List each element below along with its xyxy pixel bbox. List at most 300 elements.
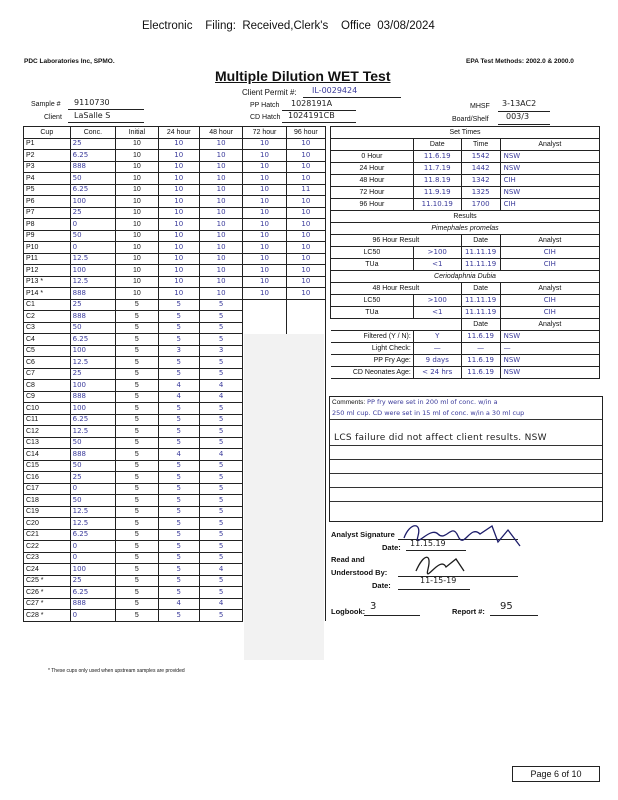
cup-initial: 5 [116,587,158,599]
table-row [24,161,326,173]
cup-conc: 50 [70,495,116,507]
page-number [512,766,600,782]
cup-48h: 4 [199,391,242,403]
cup-48h: 10 [199,242,242,254]
cd-hatch-value: 1024191CB [288,111,335,120]
check-analyst: NSW [500,331,599,343]
cup-id: C20 [24,518,71,530]
cd-species-title: Ceriodaphnia Dubia [331,271,600,283]
list-item [331,163,600,175]
cup-24h: 5 [158,322,199,334]
cup-72h: 10 [243,276,286,288]
cup-96h: 10 [286,288,325,300]
logbook-label: Logbook: [331,607,366,616]
cup-24h: 5 [158,587,199,599]
set-times-time-header: Time [461,139,500,151]
cup-conc: 6.25 [70,184,116,196]
cup-id: C17 [24,483,71,495]
cup-24h: 10 [158,138,199,150]
mhsf-label: MHSF [470,103,490,110]
check-value: < 24 hrs [413,367,461,379]
cup-24h: 5 [158,472,199,484]
cup-48h: 10 [199,150,242,162]
check-label: CD Neonates Age: [331,367,414,379]
read-date-label: Date: [372,581,391,590]
cup-48h: 10 [199,196,242,208]
check-analyst: NSW [500,355,599,367]
cup-id: C7 [24,368,71,380]
cup-initial: 5 [116,495,158,507]
cup-48h: 5 [199,506,242,518]
shaded-blank-area [244,334,324,660]
cd-result-metric: TUa [331,307,414,319]
cup-48h: 10 [199,276,242,288]
cup-id: C8 [24,380,71,392]
cup-id: C22 [24,541,71,553]
cup-72h: 10 [243,265,286,277]
cup-24h: 10 [158,184,199,196]
set-time-date: 11.7.19 [413,163,461,175]
set-time-analyst: NSW [500,187,599,199]
cup-24h: 10 [158,230,199,242]
cup-conc: 6.25 [70,529,116,541]
cup-conc: 12.5 [70,518,116,530]
cup-initial: 5 [116,403,158,415]
checks-analyst-header: Analyst [500,319,599,331]
cup-72h: 10 [243,161,286,173]
table-row [24,242,326,254]
set-time-time: 1325 [461,187,500,199]
set-time-date: 11.8.19 [413,175,461,187]
cup-conc: 0 [70,552,116,564]
cup-id: C6 [24,357,71,369]
cd-result-header: 48 Hour Result [331,283,462,295]
cup-header-0: Cup [24,127,71,139]
cup-id: C21 [24,529,71,541]
cup-conc: 25 [70,368,116,380]
cup-72h: 10 [243,196,286,208]
cup-initial: 10 [116,150,158,162]
pp-result-value: >100 [413,247,461,259]
cup-96h: 10 [286,253,325,265]
cup-initial: 5 [116,472,158,484]
cup-24h: 10 [158,219,199,231]
cup-id: C18 [24,495,71,507]
cup-72h: 10 [243,207,286,219]
cup-24h: 10 [158,207,199,219]
cup-24h: 10 [158,242,199,254]
read-label: Read and [331,555,365,564]
cup-id: P6 [24,196,71,208]
cup-conc: 0 [70,541,116,553]
client-value: LaSalle S [74,111,111,120]
board-shelf-label: Board/Shelf [452,116,489,123]
cup-48h: 5 [199,518,242,530]
set-time-label: 72 Hour [331,187,414,199]
cup-72h: 10 [243,173,286,185]
results-title: Results [331,211,600,223]
set-time-time: 1442 [461,163,500,175]
board-shelf-value: 003/3 [506,112,530,121]
cup-48h: 5 [199,587,242,599]
cup-conc: 6.25 [70,150,116,162]
cup-footnote: * These cups only used when upstream samples are provided [48,668,185,674]
cup-initial: 5 [116,610,158,622]
cup-24h: 5 [158,552,199,564]
cup-initial: 10 [116,173,158,185]
cup-24h: 5 [158,610,199,622]
cd-result-metric: LC50 [331,295,414,307]
check-date: — [461,343,500,355]
table-row [331,259,600,271]
cup-initial: 10 [116,184,158,196]
table-row [24,173,326,185]
cd-hatch-label: CD Hatch [250,114,281,121]
table-row [24,219,326,231]
cup-48h: 5 [199,311,242,323]
cup-48h: 5 [199,403,242,415]
pp-result-date: 11.11.19 [461,259,500,271]
cup-24h: 5 [158,311,199,323]
cup-conc: 0 [70,219,116,231]
cup-id: C26 * [24,587,71,599]
cup-conc: 0 [70,483,116,495]
cup-96h: 11 [286,184,325,196]
cup-96h: 10 [286,219,325,231]
cup-24h: 5 [158,575,199,587]
cup-24h: 4 [158,391,199,403]
table-row [24,276,326,288]
cup-id: C24 [24,564,71,576]
cup-initial: 5 [116,391,158,403]
cup-initial: 5 [116,414,158,426]
cup-96h: 10 [286,276,325,288]
client-permit-label: Client Permit #: [242,88,297,97]
cup-72h: 10 [243,138,286,150]
cup-conc: 888 [70,598,116,610]
cup-conc: 6.25 [70,587,116,599]
cup-conc: 6.25 [70,414,116,426]
cup-72h: 10 [243,184,286,196]
cup-header-5: 72 hour [243,127,286,139]
cup-initial: 10 [116,253,158,265]
cup-initial: 5 [116,380,158,392]
check-label: Light Check: [331,343,414,355]
understood-label: Understood By: [331,568,388,577]
cd-result-value: <1 [413,307,461,319]
table-row [331,295,600,307]
set-time-label: 96 Hour [331,199,414,211]
cup-conc: 100 [70,265,116,277]
checks-date-header: Date [461,319,500,331]
cup-id: P13 * [24,276,71,288]
cup-conc: 0 [70,610,116,622]
cup-96h [286,311,325,323]
cup-48h: 10 [199,184,242,196]
cup-48h: 5 [199,575,242,587]
table-row [24,253,326,265]
cup-24h: 5 [158,334,199,346]
cup-24h: 5 [158,460,199,472]
cup-conc: 888 [70,311,116,323]
cup-96h: 10 [286,161,325,173]
table-row [24,299,326,311]
cup-48h: 5 [199,357,242,369]
cup-id: C3 [24,322,71,334]
table-row [24,265,326,277]
epa-methods: EPA Test Methods: 2002.0 & 2000.0 [466,58,574,65]
cup-id: P1 [24,138,71,150]
cup-conc: 50 [70,173,116,185]
sample-label: Sample # [31,101,61,108]
cup-conc: 50 [70,322,116,334]
cd-result-analyst: CIH [500,307,599,319]
cup-id: P11 [24,253,71,265]
pp-hatch-label: PP Hatch [250,102,280,109]
cup-id: C11 [24,414,71,426]
cup-id: P14 * [24,288,71,300]
cup-id: C19 [24,506,71,518]
cup-id: C16 [24,472,71,484]
cup-conc: 100 [70,403,116,415]
pp-result-metric: LC50 [331,247,414,259]
cup-48h: 4 [199,380,242,392]
analyst-date-label: Date: [382,543,401,552]
cup-initial: 5 [116,368,158,380]
cup-48h: 5 [199,610,242,622]
cup-24h: 10 [158,161,199,173]
cup-conc: 25 [70,575,116,587]
cup-initial: 5 [116,483,158,495]
set-time-date: 11.6.19 [413,151,461,163]
cup-initial: 5 [116,449,158,461]
cup-conc: 100 [70,564,116,576]
cup-header-2: Initial [116,127,158,139]
read-date-value: 11-15-19 [420,576,457,585]
report-value: 95 [500,601,513,612]
cd-result-value: >100 [413,295,461,307]
cup-initial: 10 [116,161,158,173]
cup-conc: 25 [70,472,116,484]
pp-result-analyst: CIH [500,259,599,271]
cup-initial: 5 [116,541,158,553]
cup-24h: 10 [158,173,199,185]
cup-48h: 10 [199,230,242,242]
comments-label: Comments: [332,399,366,406]
cup-id: P7 [24,207,71,219]
cup-24h: 10 [158,265,199,277]
cup-initial: 5 [116,529,158,541]
cup-conc: 888 [70,449,116,461]
cup-id: P10 [24,242,71,254]
check-date: 11.6.19 [461,331,500,343]
cup-id: C15 [24,460,71,472]
set-time-time: 1700 [461,199,500,211]
cd-date-header: Date [461,283,500,295]
cup-72h: 10 [243,253,286,265]
cup-48h: 5 [199,322,242,334]
cup-48h: 5 [199,414,242,426]
table-row [24,322,326,334]
table-row [24,138,326,150]
client-label: Client [44,114,62,121]
cup-48h: 5 [199,426,242,438]
comments-line2: 250 ml cup. CD were set in 15 ml of conc. w/in a 30 ml cup [332,409,525,417]
list-item [331,151,600,163]
cup-id: P9 [24,230,71,242]
check-date: 11.6.19 [461,355,500,367]
cup-conc: 100 [70,380,116,392]
cup-id: C27 * [24,598,71,610]
analyst-signature-label: Analyst Signature [331,530,395,539]
cup-conc: 12.5 [70,253,116,265]
check-label: Filtered (Y / N): [331,331,414,343]
set-time-analyst: NSW [500,163,599,175]
cup-48h: 10 [199,207,242,219]
cup-initial: 10 [116,276,158,288]
table-row [331,367,600,379]
table-row [24,230,326,242]
pp-date-header: Date [461,235,500,247]
cup-id: C1 [24,299,71,311]
cup-id: C9 [24,391,71,403]
cup-48h: 5 [199,529,242,541]
cup-initial: 5 [116,518,158,530]
mhsf-value: 3-13AC2 [502,99,537,108]
sample-value: 9110730 [74,98,110,107]
table-row [331,307,600,319]
cup-initial: 5 [116,506,158,518]
cup-id: C5 [24,345,71,357]
cup-24h: 10 [158,150,199,162]
list-item [331,199,600,211]
cup-initial: 5 [116,334,158,346]
cup-48h: 5 [199,495,242,507]
cup-initial: 10 [116,138,158,150]
cup-48h: 5 [199,460,242,472]
cup-48h: 5 [199,437,242,449]
cup-48h: 10 [199,253,242,265]
cup-24h: 10 [158,288,199,300]
cup-24h: 5 [158,495,199,507]
cup-96h: 10 [286,265,325,277]
cup-72h [243,322,286,334]
cd-result-date: 11.11.19 [461,307,500,319]
cup-conc: 888 [70,288,116,300]
cup-initial: 5 [116,460,158,472]
cup-initial: 5 [116,552,158,564]
cup-24h: 5 [158,357,199,369]
cup-96h [286,322,325,334]
pp-analyst-header: Analyst [500,235,599,247]
cup-conc: 0 [70,242,116,254]
cup-24h: 5 [158,506,199,518]
pp-hatch-value: 1028191A [291,99,333,108]
cup-conc: 12.5 [70,506,116,518]
filing-stamp: Electronic Filing: Received,Clerk's Office 03/08/2024 [142,20,435,32]
page-number-text: Page 6 of 10 [530,769,582,779]
cup-72h: 10 [243,150,286,162]
logbook-value: 3 [370,601,377,612]
set-time-analyst: CIH [500,199,599,211]
cup-24h: 5 [158,414,199,426]
pp-result-header: 96 Hour Result [331,235,462,247]
cup-24h: 5 [158,541,199,553]
cup-initial: 5 [116,437,158,449]
cup-48h: 10 [199,161,242,173]
cup-id: C23 [24,552,71,564]
cup-24h: 5 [158,483,199,495]
cup-48h: 5 [199,552,242,564]
cup-id: C2 [24,311,71,323]
cup-72h: 10 [243,242,286,254]
table-row [24,288,326,300]
cup-48h: 10 [199,288,242,300]
cup-header-6: 96 hour [286,127,325,139]
cup-initial: 10 [116,242,158,254]
cup-id: C13 [24,437,71,449]
cup-24h: 5 [158,437,199,449]
cup-table-header [24,127,326,139]
cup-48h: 4 [199,449,242,461]
pp-result-date: 11.11.19 [461,247,500,259]
set-times-table [330,126,600,379]
cup-initial: 10 [116,230,158,242]
cup-header-4: 48 hour [199,127,242,139]
cup-48h: 10 [199,265,242,277]
table-row [24,207,326,219]
cup-24h: 5 [158,564,199,576]
cup-48h: 10 [199,138,242,150]
cup-48h: 5 [199,472,242,484]
cup-conc: 12.5 [70,276,116,288]
cup-24h: 5 [158,529,199,541]
cup-conc: 888 [70,161,116,173]
cup-24h: 4 [158,598,199,610]
cup-conc: 25 [70,207,116,219]
cup-72h: 10 [243,288,286,300]
table-row [24,311,326,323]
cup-conc: 25 [70,299,116,311]
cup-96h: 10 [286,242,325,254]
set-time-date: 11.9.19 [413,187,461,199]
cup-conc: 50 [70,460,116,472]
set-time-date: 11.10.19 [413,199,461,211]
cup-initial: 5 [116,598,158,610]
cup-24h: 3 [158,345,199,357]
check-date: 11.6.19 [461,367,500,379]
cup-conc: 50 [70,437,116,449]
cup-conc: 25 [70,138,116,150]
cup-96h: 10 [286,173,325,185]
check-label: PP Fry Age: [331,355,414,367]
cup-72h [243,311,286,323]
set-time-analyst: NSW [500,151,599,163]
pp-result-value: <1 [413,259,461,271]
cup-id: P2 [24,150,71,162]
table-row [24,150,326,162]
set-times-date-header: Date [413,139,461,151]
cup-96h: 10 [286,196,325,208]
cup-initial: 5 [116,345,158,357]
list-item [331,175,600,187]
list-item [331,187,600,199]
cup-conc: 100 [70,196,116,208]
cup-48h: 5 [199,541,242,553]
cup-id: C25 * [24,575,71,587]
cup-72h: 10 [243,219,286,231]
cup-initial: 5 [116,299,158,311]
